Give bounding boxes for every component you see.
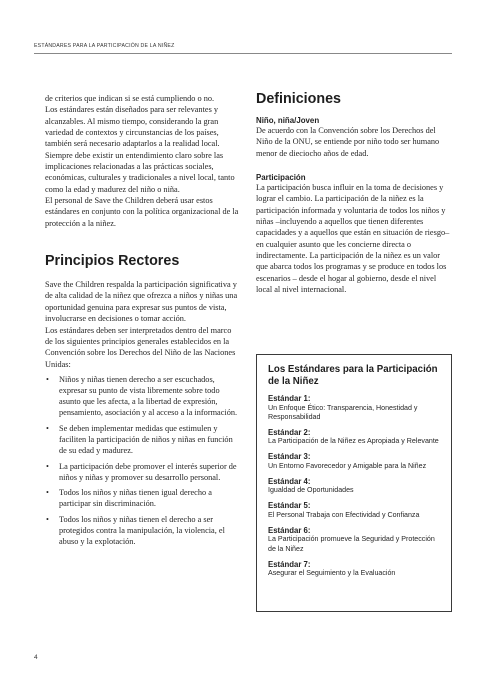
standard-label: Estándar 4: [268, 476, 311, 486]
list-item: • Todos los niños y niñas tienen el derecho a ser protegidos contra la manipulación, la violencia, el abuso y la explotación. [45, 514, 240, 548]
standard-item-6 [268, 526, 441, 554]
standard-item-1 [268, 394, 441, 422]
standard-label: Estándar 6: [268, 525, 311, 535]
definition-term-nino: Niño, niña/Joven [256, 116, 320, 125]
intro-paragraph: de criterios que indican si se está cumpliendo o no. [45, 94, 215, 103]
standard-item-2 [268, 428, 441, 447]
paragraph-convention: Los estándares deben ser interpretados dentro del marco de los siguientes principios generales establecidos en la Convención sobre los Derechos del Niño de las Naciones Unidas: [45, 325, 236, 369]
definition-text-participacion: La participación busca influir en la toma de decisiones y lograr el cambio. La participación de la niñez es la participación informada y voluntaria de todos los niños y niñas –incluyendo a aquellos que tienen diferentes capacidades y a aquellos que están en situación de riesgo– en cualquier asunto que les concierne directa o indirectamente. La participación de la niñez es un valor que abarca todos los programas y se produce en todos los escenarios – desde el hogar al gobierno, desde el nivel local al nivel internacional. [256, 183, 450, 295]
header-divider [34, 53, 452, 54]
paragraph-relevance: Los estándares están diseñados para ser relevantes y alcanzables. Al mismo tiempo, considerando la gran variedad de contextos y circunstancias de los países, también será necesario adaptarlos a la realidad local. Siempre debe existir un entendimiento claro sobre las implicaciones relacionadas a las prácticas sociales, económicas, culturales y tradicionales a nivel local, tanto como la edad y madurez del niño o niña. [45, 105, 235, 194]
standard-text: Un Enfoque Ético: Transparencia, Honestidad y Responsabilidad [268, 403, 418, 421]
section-heading-definiciones: Definiciones [256, 91, 342, 107]
right-column [256, 93, 452, 295]
section-heading-principios: Principios Rectores [45, 253, 180, 270]
running-header: ESTÁNDARES PARA LA PARTICIPACIÓN DE LA NIÑEZ [34, 43, 175, 49]
standard-text: La Participación promueve la Seguridad y Protección de la Niñez [268, 535, 435, 553]
standard-label: Estándar 7: [268, 559, 311, 569]
standard-label: Estándar 5: [268, 501, 311, 511]
standard-item-4 [268, 477, 441, 496]
standard-label: Estándar 2: [268, 427, 311, 437]
standard-label: Estándar 1: [268, 394, 311, 403]
list-item: • Niños y niñas tienen derecho a ser escuchados, expresar su punto de vista libremente sobre todo asunto que les afecta, a la libertad de expresión, pensamiento, asociación y al acceso a la información. [45, 374, 240, 419]
standards-box-title: Los Estándares para la Participación de la Niñez [268, 364, 438, 387]
standard-text: La Participación de la Niñez es Apropiada y Relevante [268, 437, 439, 446]
principles-list [45, 374, 240, 548]
paragraph-staff: El personal de Save the Children deberá usar estos estándares en conjunto con la política organizacional de la protección a la niñez. [45, 196, 239, 228]
standard-item-5 [268, 501, 441, 520]
list-item: • Se deben implementar medidas que estimulen y faciliten la participación de niños y niñas en función de su edad y madurez. [45, 423, 240, 457]
list-item: • Todos los niños y niñas tienen igual derecho a participar sin discriminación. [45, 487, 240, 509]
standard-label: Estándar 3: [268, 452, 311, 462]
list-item: • La participación debe promover el interés superior de niños y niñas y promover su desarrollo personal. [45, 461, 240, 483]
paragraph-principios-intro: Save the Children respalda la participación significativa y de alta calidad de la niñez que ofrezca a niños y niñas una oportunidad genuina para expresar sus puntos de vista, involucrarse en decisiones o tomar acción. [45, 280, 238, 324]
standard-item-3 [268, 452, 441, 471]
standard-text: Un Entorno Favorecedor y Amigable para la Niñez [268, 461, 427, 470]
page-number: 4 [34, 654, 38, 661]
standard-text: Igualdad de Oportunidades [268, 486, 354, 495]
standard-text: El Personal Trabaja con Efectividad y Confianza [268, 510, 420, 519]
definition-term-participacion: Participación [256, 173, 306, 183]
standard-text: Asegurar el Seguimiento y la Evaluación [268, 569, 396, 578]
standard-item-7 [268, 560, 441, 579]
definition-text-nino: De acuerdo con la Convención sobre los Derechos del Niño de la ONU, se entiende por niño todo ser humano menor de dieciocho años de edad. [256, 126, 440, 158]
standards-box [256, 354, 452, 612]
left-column [45, 93, 240, 552]
